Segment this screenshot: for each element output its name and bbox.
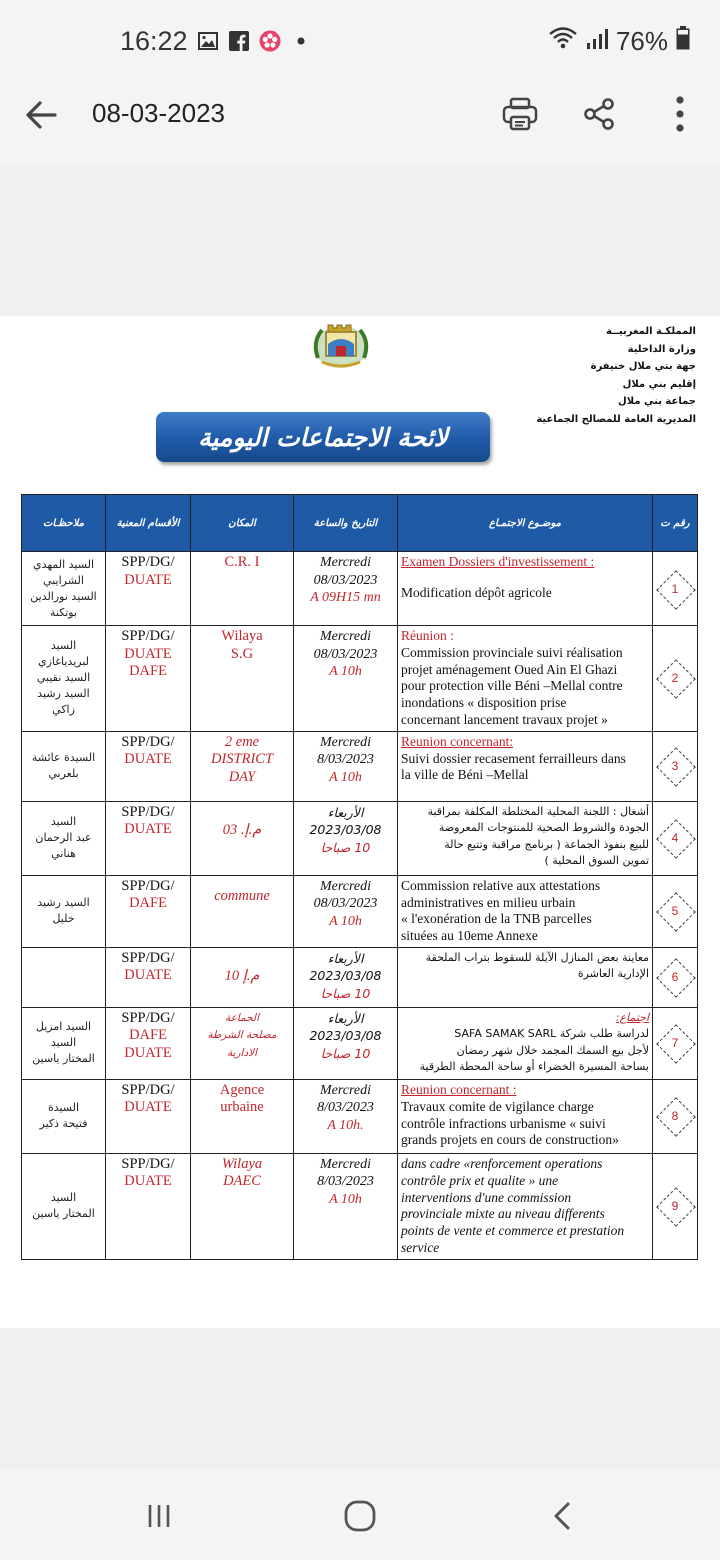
subject-cell	[398, 875, 653, 947]
note-line: السيد نقيبي	[36, 671, 91, 685]
note-line: السيد امزيل	[35, 1020, 92, 1034]
navigation-bar	[0, 1470, 720, 1560]
dept-line: SPP/DG/	[121, 1009, 175, 1026]
date-line: 10 صباحا	[320, 985, 371, 1001]
subject-line: Examen Dossiers d'investissement :	[401, 554, 595, 569]
header-line: جماعة بني ملال	[618, 396, 696, 407]
note-line: السيدة	[47, 1101, 80, 1115]
dept-cell	[106, 947, 191, 1007]
place-line: C.R. I	[224, 554, 260, 570]
place-line: الجماعة	[224, 1011, 260, 1024]
date-line: 2023/03/08	[309, 968, 382, 984]
subject-line: أشغال : اللجنة المحلية المختلطة المكلفة بمراقبة	[427, 804, 649, 818]
subject-line: contrôle prix et qualite » une	[401, 1172, 559, 1188]
dept-line: SPP/DG/	[121, 554, 175, 570]
place-cell	[191, 552, 294, 626]
place-line: مصلحة الشرطة	[207, 1029, 277, 1042]
notes-cell	[22, 552, 106, 626]
subject-line: Reunion concernant :	[401, 1081, 517, 1097]
flower-icon	[259, 30, 281, 52]
dept-cell	[106, 801, 191, 875]
date-line: A 10h	[329, 913, 362, 929]
dept-line: DUATE	[124, 967, 172, 984]
recents-icon[interactable]	[139, 1498, 179, 1534]
date-line: Mercredi	[319, 734, 372, 750]
place-cell	[191, 1007, 294, 1079]
subject-line: Modification dépôt agricole	[401, 584, 552, 600]
dept-line: SPP/DG/	[121, 733, 175, 750]
subject-line: Suivi dossier recasement ferrailleurs dans	[401, 750, 626, 766]
dept-line: SPP/DG/	[121, 1155, 175, 1172]
note-line: السيد	[50, 1191, 77, 1205]
place-cell	[191, 1079, 294, 1153]
battery-icon	[676, 26, 690, 57]
notes-cell	[22, 626, 106, 732]
subject-line: Reunion concernant:	[401, 733, 514, 749]
col-dept-header: الأقسام المعنية	[106, 495, 191, 552]
place-line: الادارية	[226, 1046, 258, 1059]
row-number: 1	[671, 581, 679, 596]
share-icon[interactable]	[579, 94, 619, 134]
note-line: السيد نورالدين	[30, 589, 97, 603]
row-number: 4	[671, 831, 679, 846]
dept-line: SPP/DG/	[121, 628, 175, 644]
place-cell	[191, 731, 294, 801]
date-line: 08/03/2023	[313, 896, 378, 912]
place-line: Wilaya	[221, 628, 263, 644]
table-row	[22, 947, 698, 1007]
place-cell	[191, 801, 294, 875]
header-line: إقليم بني ملال	[622, 378, 696, 390]
app-bar	[0, 68, 720, 165]
document-header	[536, 323, 696, 428]
date-line: الأربعاء	[327, 1010, 364, 1026]
wifi-icon	[548, 26, 578, 57]
date-line: 08/03/2023	[313, 646, 378, 662]
image-icon	[197, 30, 219, 52]
dept-line: DUATE	[124, 1099, 172, 1116]
date-cell	[294, 552, 398, 626]
print-icon[interactable]	[500, 94, 540, 134]
subject-cell	[398, 1153, 653, 1259]
date-line: 8/03/2023	[317, 752, 374, 768]
place-cell	[191, 626, 294, 732]
row-number: 5	[671, 904, 679, 919]
date-line: 8/03/2023	[317, 1174, 374, 1190]
header-line: المديرية العامة للمصالح الجماعية	[536, 413, 696, 425]
date-cell	[294, 875, 398, 947]
place-line: commune	[214, 887, 270, 904]
dept-line: DUATE	[124, 1173, 172, 1190]
subject-line: لأجل بيع السمك المجمد خلال شهر رمضان	[456, 1043, 649, 1057]
dept-line: DUATE	[124, 821, 172, 838]
note-line: السيد رشيد	[37, 896, 90, 910]
subject-line: interventions d'une commission	[401, 1189, 572, 1205]
dept-line: SPP/DG/	[121, 1081, 175, 1098]
number-cell	[653, 875, 698, 947]
row-number: 3	[671, 759, 679, 774]
col-subject-header: موضـوع الاجتمـاع	[398, 495, 653, 552]
date-line: Mercredi	[319, 555, 372, 570]
date-line: Mercredi	[319, 1082, 372, 1098]
subject-line: معاينة بعض المنازل الآيلة للسقوط بتراب الملحقة	[425, 950, 649, 964]
dept-line: SPP/DG/	[121, 803, 175, 820]
number-cell	[653, 626, 698, 732]
subject-line: « l'exonération de la TNB parcelles	[401, 911, 592, 927]
subject-cell	[398, 1079, 653, 1153]
header-line: جهة بني ملال خنيفرة	[590, 361, 696, 372]
note-line: السيد المهدي	[32, 557, 95, 571]
note-line: بلعربي	[48, 767, 79, 781]
subject-line: inondations « disposition prise	[401, 695, 567, 711]
note-line: السيد	[50, 639, 77, 653]
subject-line: pour protection ville Béni –Mellal contre	[401, 678, 623, 694]
date-line: A 09H15 mn	[310, 590, 381, 605]
table-row	[22, 801, 698, 875]
date-line: 8/03/2023	[317, 1100, 374, 1116]
dept-cell	[106, 1153, 191, 1259]
dept-cell	[106, 552, 191, 626]
date-line: 10 صباحا	[320, 1045, 371, 1061]
date-cell	[294, 947, 398, 1007]
col-notes-header: ملاحظـات	[22, 495, 106, 552]
date-line: 2023/03/08	[309, 822, 382, 838]
subject-cell	[398, 801, 653, 875]
home-icon[interactable]	[340, 1498, 380, 1534]
subject-line: لدراسة طلب شركة SAFA SAMAK SARL	[454, 1027, 649, 1041]
note-line: فتيحة ذكير	[39, 1117, 88, 1131]
dept-line: DUATE	[124, 751, 172, 768]
date-cell	[294, 626, 398, 732]
dept-cell	[106, 731, 191, 801]
subject-line: dans cadre «renforcement operations	[401, 1155, 603, 1171]
place-line: urbaine	[220, 1099, 264, 1116]
back-arrow-icon[interactable]	[24, 98, 58, 132]
dot-indicator	[290, 30, 312, 52]
banner-title: لائحة الاجتماعات اليومية	[156, 412, 490, 462]
document-page	[0, 316, 720, 1328]
place-cell	[191, 947, 294, 1007]
notes-cell	[22, 801, 106, 875]
note-line: لبريدياغازي	[37, 655, 89, 669]
place-cell	[191, 875, 294, 947]
signal-icon	[586, 26, 608, 57]
subject-line: الجودة والشروط الصحية للمنتوجات المعروضة	[438, 821, 649, 835]
row-number: 6	[671, 970, 679, 985]
subject-line	[401, 571, 649, 585]
subject-line: Réunion :	[401, 628, 454, 643]
date-line: A 10h	[329, 1191, 362, 1207]
notes-cell	[22, 875, 106, 947]
date-line: A 10h	[329, 769, 362, 785]
subject-line: la ville de Béni –Mellal	[401, 767, 529, 783]
dept-line: DAFE	[129, 663, 167, 679]
date-line: 2023/03/08	[309, 1028, 382, 1044]
note-line: المختار ياسين	[32, 1207, 95, 1221]
date-line: A 10h	[329, 664, 362, 679]
subject-cell	[398, 1007, 653, 1079]
place-line: DAY	[228, 768, 256, 785]
date-cell	[294, 1153, 398, 1259]
number-cell	[653, 552, 698, 626]
note-line: هناني	[51, 847, 76, 861]
dept-line: DAFE	[129, 1027, 167, 1044]
subject-cell	[398, 947, 653, 1007]
row-number: 8	[671, 1109, 679, 1124]
subject-line: service	[401, 1239, 440, 1255]
subject-cell	[398, 731, 653, 801]
nav-back-icon[interactable]	[542, 1498, 582, 1534]
notes-cell	[22, 1153, 106, 1259]
date-line: Mercredi	[319, 878, 372, 894]
subject-line: projet aménagement Oued Ain El Ghazi	[401, 661, 618, 677]
document-viewer[interactable]	[0, 164, 720, 1470]
facebook-icon	[228, 30, 250, 52]
place-line: Wilaya	[221, 1155, 263, 1172]
date-cell	[294, 1007, 398, 1079]
dept-cell	[106, 626, 191, 732]
table-row	[22, 1007, 698, 1079]
place-line: م.إ 10	[224, 967, 260, 984]
notes-cell	[22, 947, 106, 1007]
dept-line: DAFE	[129, 895, 167, 912]
more-vert-icon[interactable]	[660, 94, 700, 134]
subject-cell	[398, 552, 653, 626]
document-title: 08-03-2023	[92, 98, 225, 128]
col-place-header: المكان	[191, 495, 294, 552]
subject-line: الإدارية العاشرة	[577, 967, 649, 981]
place-line: DAEC	[223, 1173, 261, 1190]
dept-cell	[106, 1007, 191, 1079]
dept-cell	[106, 1079, 191, 1153]
place-line: S.G	[230, 645, 254, 662]
table-row	[22, 626, 698, 732]
dept-line: SPP/DG/	[121, 949, 175, 966]
note-line: عبد الرحمان	[35, 831, 92, 845]
meetings-table	[21, 494, 698, 1260]
date-line: 10 صباحا	[320, 839, 371, 855]
notes-cell	[22, 1079, 106, 1153]
date-line: 08/03/2023	[313, 572, 378, 588]
note-line: خليل	[52, 912, 75, 926]
number-cell	[653, 801, 698, 875]
note-line: زاكي	[52, 703, 75, 717]
row-number: 9	[671, 1199, 679, 1214]
subject-line: Commission relative aux attestations	[401, 877, 601, 893]
note-line: السيد رشيد	[37, 687, 90, 701]
dept-line: DUATE	[124, 1044, 172, 1061]
number-cell	[653, 731, 698, 801]
number-cell	[653, 1007, 698, 1079]
header-line: وزارة الداخلية	[627, 343, 696, 355]
subject-line: تموين السوق المحلية )	[544, 854, 649, 868]
dept-line: DUATE	[124, 571, 172, 588]
note-line: الشرايبي	[43, 573, 84, 587]
subject-line: بساحة المسيرة الخضراء أو ساحة المحطة الطرقية	[419, 1060, 649, 1074]
subject-line: administratives en milieu urbain	[401, 894, 576, 910]
table-row	[22, 875, 698, 947]
notification-icons	[197, 30, 312, 52]
note-line: السيدة عائشة	[31, 751, 96, 765]
status-time: 16:22	[120, 26, 188, 56]
system-indicators	[548, 26, 690, 57]
number-cell	[653, 1079, 698, 1153]
subject-line: grands projets en cours de construction»	[401, 1132, 619, 1148]
date-line: الأربعاء	[327, 950, 364, 966]
table-row	[22, 552, 698, 626]
date-line: A 10h.	[327, 1117, 364, 1133]
table-row	[22, 1153, 698, 1259]
subject-line: points de vente et commerce et prestation	[401, 1223, 625, 1239]
table-row	[22, 1079, 698, 1153]
notes-cell	[22, 731, 106, 801]
place-line: DISTRICT	[210, 751, 274, 768]
subject-line: Commission provinciale suivi réalisation	[401, 644, 623, 660]
date-line: Mercredi	[319, 629, 372, 644]
subject-cell	[398, 626, 653, 732]
notes-cell	[22, 1007, 106, 1079]
date-cell	[294, 801, 398, 875]
note-line: المختار ياسين	[32, 1052, 95, 1066]
note-line: بوتكنة	[49, 605, 78, 619]
dept-cell	[106, 875, 191, 947]
place-line: م.إ. 03	[222, 821, 262, 838]
emblem-logo	[308, 320, 374, 370]
subject-line: situées au 10eme Annexe	[401, 928, 538, 944]
note-line: السيد	[50, 815, 77, 829]
place-line: 2 eme	[224, 733, 260, 750]
dept-line: SPP/DG/	[121, 877, 175, 894]
date-cell	[294, 1079, 398, 1153]
battery-percent: 76%	[615, 26, 668, 56]
subject-line: provinciale mixte au niveau differents	[401, 1206, 605, 1222]
col-num-header: رقم ت	[653, 495, 698, 552]
dept-line: DUATE	[124, 645, 172, 662]
subject-line: Travaux comite de vigilance charge	[401, 1098, 594, 1114]
place-line: Agence	[219, 1081, 265, 1098]
date-line: Mercredi	[319, 1156, 372, 1172]
place-cell	[191, 1153, 294, 1259]
subject-line: concernant lancement travaux projet »	[401, 711, 608, 727]
note-line: السيد	[50, 1036, 77, 1050]
status-bar	[0, 0, 720, 68]
row-number: 7	[671, 1036, 679, 1051]
subject-line: اجتماع:	[615, 1010, 649, 1024]
number-cell	[653, 947, 698, 1007]
date-line: الأربعاء	[327, 804, 364, 820]
table-header-row	[22, 495, 698, 552]
number-cell	[653, 1153, 698, 1259]
header-line: المملكـة المغربيــة	[606, 326, 696, 337]
date-cell	[294, 731, 398, 801]
row-number: 2	[671, 671, 679, 686]
subject-line: contrôle infractions urbanisme « suivi	[401, 1115, 606, 1131]
col-date-header: التاريخ والساعة	[294, 495, 398, 552]
table-row	[22, 731, 698, 801]
subject-line: للبيع بنفوذ الجماعة ( برنامج مراقبة وتتبع حالة	[444, 837, 649, 851]
